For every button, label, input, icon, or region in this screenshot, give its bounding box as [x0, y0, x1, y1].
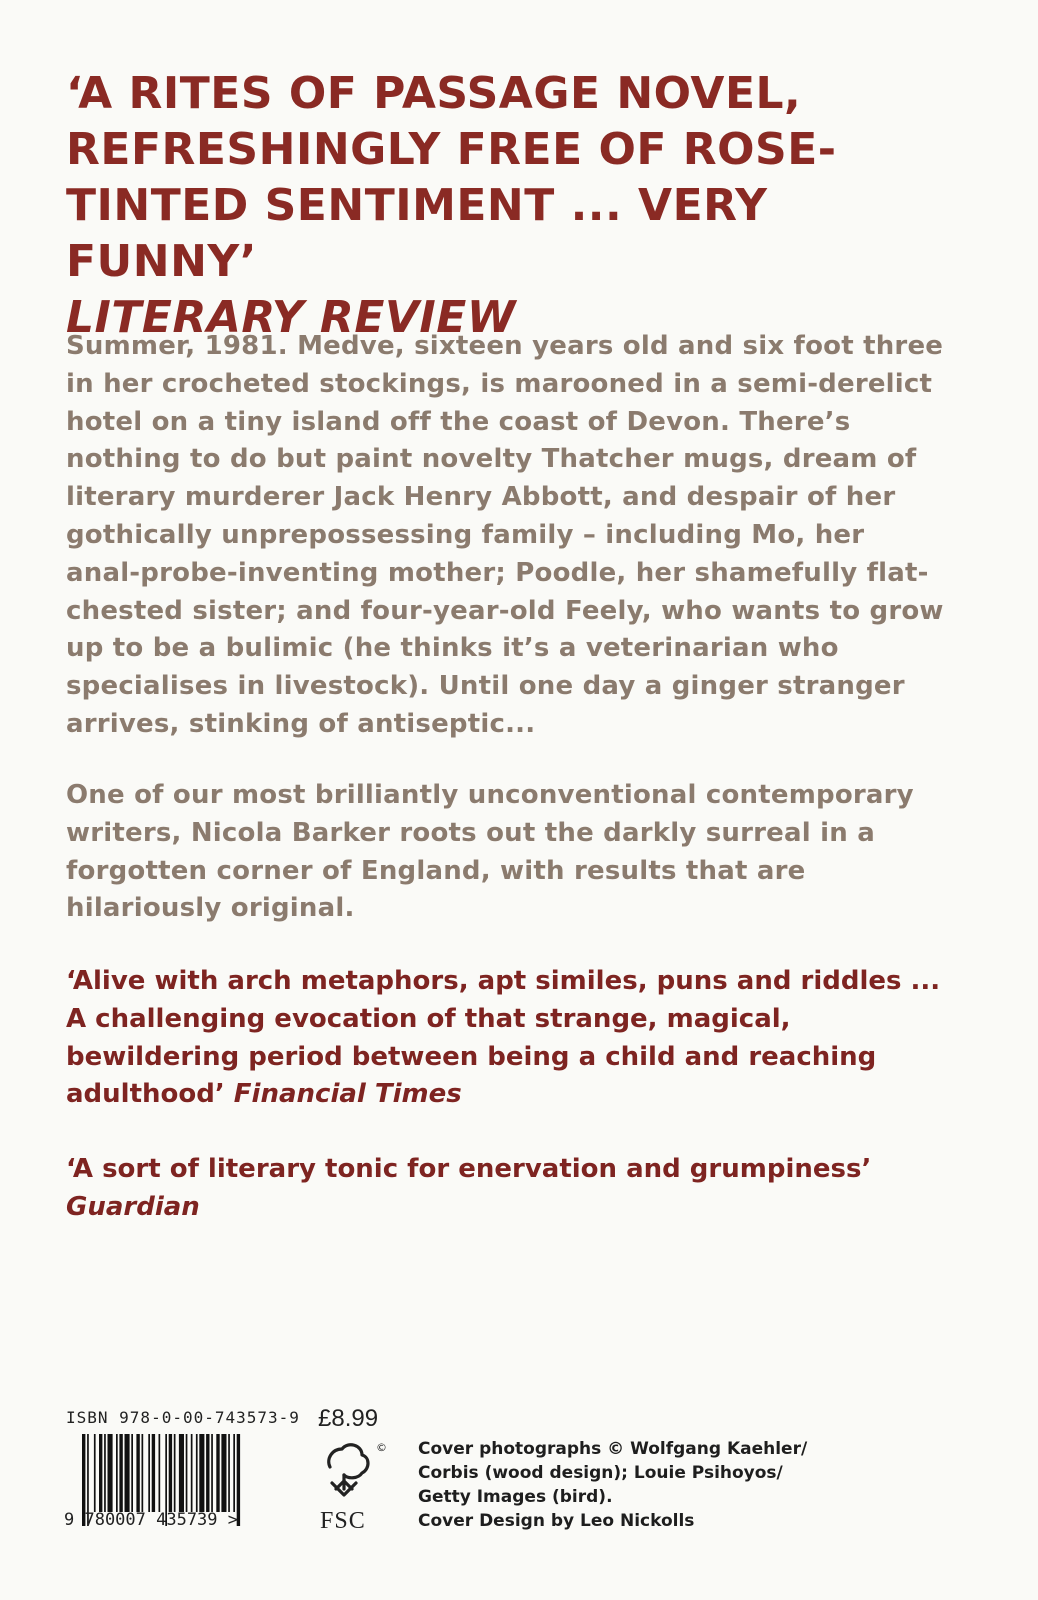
- barcode-bar: [131, 1434, 133, 1512]
- review-quote-2-text: ‘A sort of literary tonic for enervation and grumpiness’: [66, 1154, 872, 1184]
- cover-credits-line-3: Getty Images (bird).: [418, 1487, 613, 1507]
- barcode-bar: [228, 1434, 230, 1512]
- barcode-bar: [99, 1434, 102, 1512]
- review-quote-1-source: Financial Times: [233, 1079, 462, 1110]
- barcode-bar: [174, 1434, 176, 1512]
- barcode-bar: [142, 1434, 144, 1512]
- fsc-label: FSC: [320, 1508, 366, 1534]
- barcode-bar: [186, 1434, 188, 1512]
- review-quote-2: [66, 1151, 946, 1227]
- headline-quote-source: LITERARY REVIEW: [66, 292, 516, 343]
- barcode-bar: [169, 1434, 172, 1512]
- barcode-bar: [221, 1434, 226, 1512]
- barcode-bar: [159, 1434, 161, 1512]
- blurb-paragraph-1: Summer, 1981. Medve, sixteen years old and six foot three in her crocheted stockings, is marooned in a semi-derelict hotel on a tiny island off the coast of Devon. There’s nothing to do but paint novelty Thatcher mugs, dream of literary murderer Jack Henry Abbott, and despair of her gothically unprepossessing family – including Mo, her anal-probe-inventing mother; Poodle, her shamefully flat-chested sister; and four-year-old Feely, who wants to grow up to be a bulimic (he thinks it’s a veterinarian who specialises in livestock). Until one day a ginger stranger arrives, stinking of antiseptic...: [66, 331, 944, 739]
- barcode-bar: [196, 1434, 198, 1512]
- barcode-bar: [179, 1434, 184, 1512]
- fsc-registered-mark: ©: [376, 1441, 387, 1454]
- barcode-bar: [233, 1434, 235, 1512]
- barcode-bar: [119, 1434, 122, 1512]
- price: £8.99: [318, 1405, 379, 1432]
- headline-quote-text: ‘A RITES OF PASSAGE NOVEL, REFRESHINGLY FREE OF ROSE-TINTED SENTIMENT ... VERY FUNNY’: [66, 68, 837, 287]
- barcode-bar: [206, 1434, 209, 1512]
- cover-credits-line-1: Cover photographs © Wolfgang Kaehler/: [418, 1439, 808, 1459]
- review-quote-1: [66, 963, 946, 1114]
- barcode-bar: [152, 1434, 155, 1512]
- barcode-bar: [125, 1434, 130, 1512]
- barcode-bar: [136, 1434, 139, 1512]
- cover-credits-line-2: Corbis (wood design); Louie Psihoyos/: [418, 1463, 783, 1483]
- barcode-bar: [199, 1434, 204, 1512]
- barcode-bar: [94, 1434, 96, 1512]
- barcode-bar: [191, 1434, 193, 1512]
- isbn-label: ISBN 978-0-00-743573-9: [66, 1408, 300, 1427]
- barcode-bar: [108, 1434, 113, 1512]
- cover-credits-line-4: Cover Design by Leo Nickolls: [418, 1511, 695, 1531]
- barcode-bar: [104, 1434, 106, 1512]
- review-quote-1-text: ‘Alive with arch metaphors, apt similes, puns and riddles ... A challenging evocation of that strange, magical, bewildering period between being a child and reaching adulthood’: [66, 966, 941, 1110]
- barcode-bar: [148, 1434, 150, 1512]
- barcode-bar: [216, 1434, 219, 1512]
- blurb-paragraph-2: One of our most brilliantly unconventional contemporary writers, Nicola Barker roots out the darkly surreal in a forgotten corner of England, with results that are hilariously original.: [66, 780, 914, 924]
- barcode-bar: [211, 1434, 213, 1512]
- fsc-tree-icon: [308, 1437, 388, 1507]
- barcode-bar: [116, 1434, 118, 1512]
- review-quote-2-source: Guardian: [66, 1191, 200, 1222]
- barcode-digits: 9 780007 435739 >: [64, 1510, 238, 1530]
- headline-quote: [66, 66, 966, 346]
- cover-credits: [418, 1437, 838, 1533]
